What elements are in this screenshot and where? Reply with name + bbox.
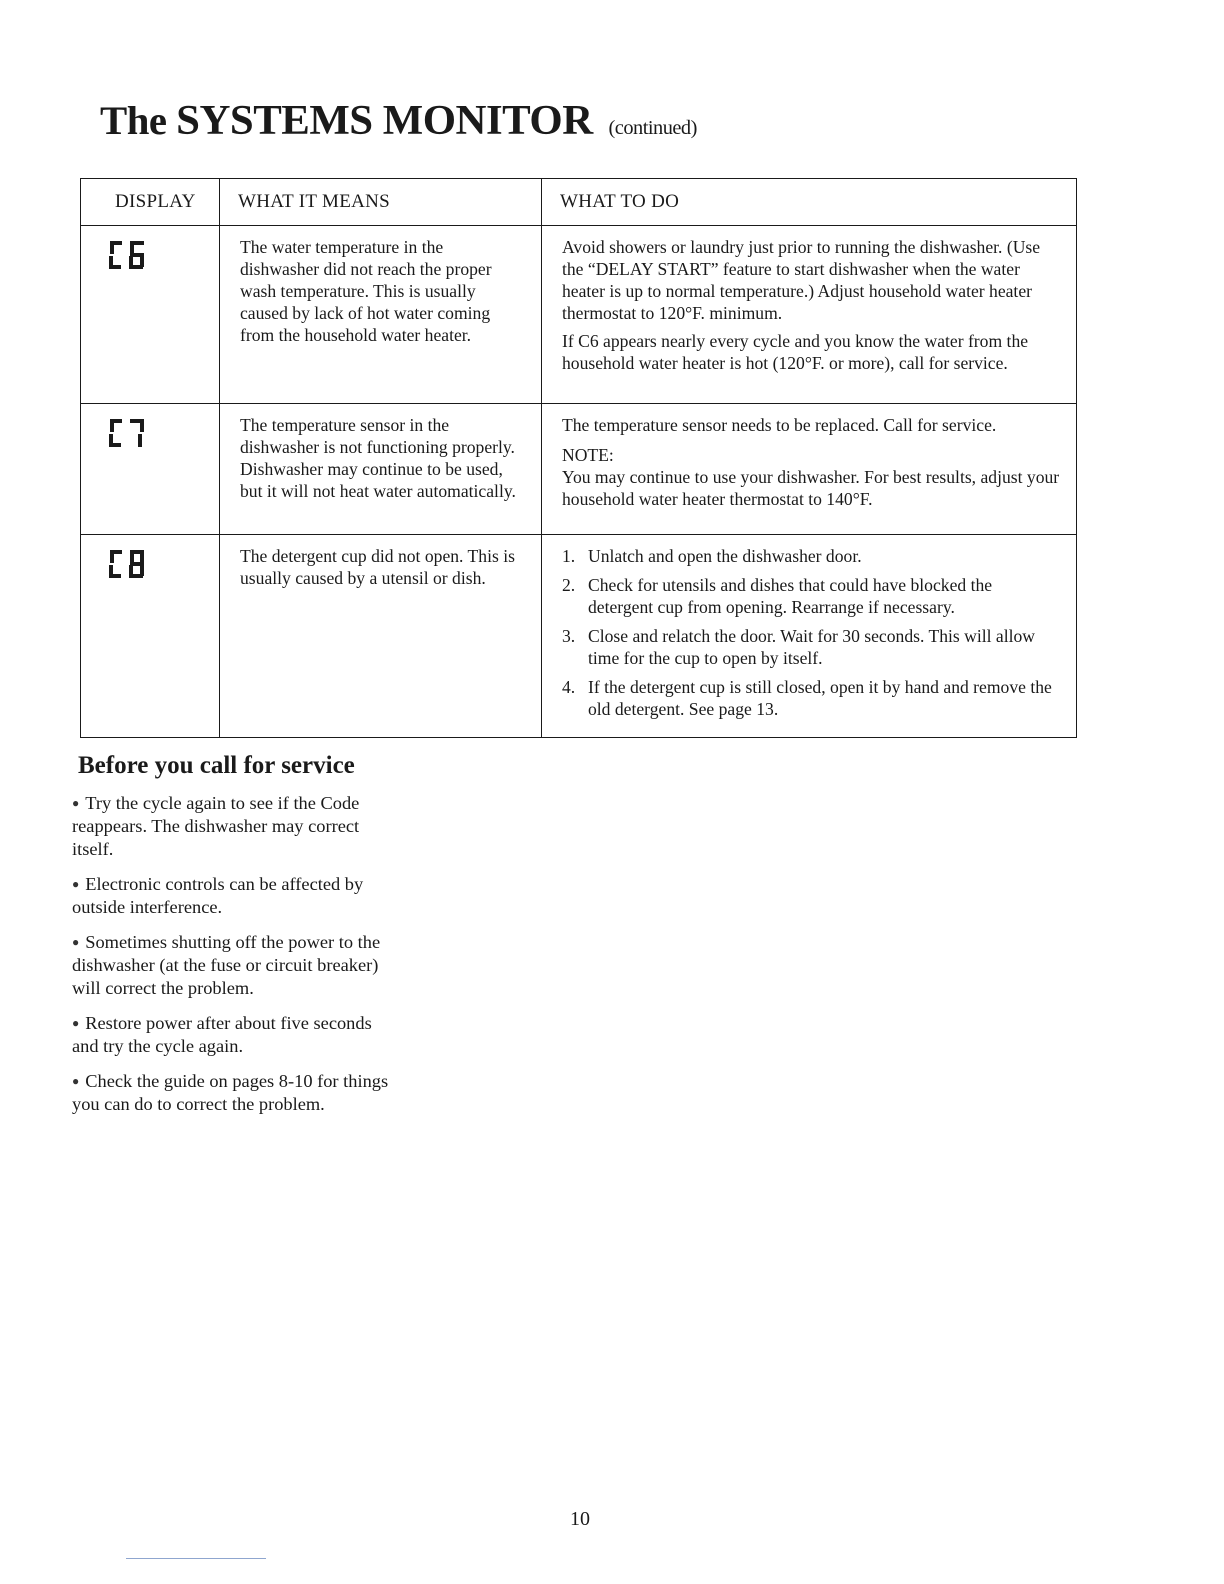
todo-text: If C6 appears nearly every cycle and you know the water from the household water heater is hot (120°F. or more), call for service. [562, 331, 1029, 373]
table-header-row [81, 179, 1077, 226]
tip-text: Restore power after about five seconds and try the cycle again. [72, 1013, 372, 1056]
display-cell [81, 535, 220, 738]
segment-display-c7-icon [109, 416, 147, 450]
step-list [562, 545, 1060, 720]
tip-text: Check the guide on pages 8-10 for things you can do to correct the problem. [72, 1071, 389, 1114]
means-text: The temperature sensor in the dishwasher is not functioning properly. Dishwasher may continue to be used, but it will not heat water automatically. [240, 415, 516, 501]
step-number: 1. [562, 546, 576, 566]
page-number: 10 [570, 1508, 590, 1530]
service-tips [72, 792, 392, 1128]
todo-text: The temperature sensor needs to be replaced. Call for service. [562, 415, 997, 435]
segment-display-c6-icon [109, 238, 147, 272]
means-cell [220, 535, 542, 738]
step-text: Unlatch and open the dishwasher door. [588, 546, 862, 566]
bullet-icon: ● [72, 1074, 80, 1088]
note-label: NOTE: [562, 445, 614, 465]
list-item [72, 1012, 392, 1058]
table-row [81, 226, 1077, 404]
step-text: Check for utensils and dishes that could have blocked the detergent cup from opening. Rearrange if necessary. [588, 575, 993, 617]
list-item [562, 625, 1060, 669]
display-cell [81, 226, 220, 404]
means-text: The water temperature in the dishwasher did not reach the proper wash temperature. This is usually caused by lack of hot water coming from the household water heater. [240, 237, 492, 345]
list-item [562, 545, 1060, 567]
bullet-icon: ● [72, 935, 80, 949]
table-row [81, 535, 1077, 738]
header-display: DISPLAY [81, 179, 220, 226]
service-heading: Before you call for service [78, 752, 355, 779]
title-prefix: The [100, 98, 167, 143]
list-item [72, 792, 392, 861]
means-cell [220, 404, 542, 535]
list-item [72, 1070, 392, 1116]
display-cell [81, 404, 220, 535]
tip-text: Sometimes shutting off the power to the dishwasher (at the fuse or circuit breaker) will correct the problem. [72, 932, 381, 998]
bullet-icon: ● [72, 877, 80, 891]
segment-display-c8-icon [109, 547, 147, 581]
list-item [72, 931, 392, 1000]
title-suffix: (continued) [608, 117, 697, 139]
header-what-to-do: WHAT TO DO [542, 179, 1077, 226]
step-number: 3. [562, 626, 576, 646]
means-text: The detergent cup did not open. This is usually caused by a utensil or dish. [240, 546, 515, 588]
todo-cell [542, 404, 1077, 535]
header-what-it-means: WHAT IT MEANS [220, 179, 542, 226]
systems-monitor-table [80, 178, 1077, 738]
todo-text: Avoid showers or laundry just prior to running the dishwasher. (Use the “DELAY START” feature to start dishwasher when the water heater is up to normal temperature.) Adjust household water heater thermostat to 120°F. minimum. [562, 237, 1041, 323]
list-item [562, 676, 1060, 720]
list-item [72, 873, 392, 919]
means-cell [220, 226, 542, 404]
table-row [81, 404, 1077, 535]
tip-text: Electronic controls can be affected by outside interference. [72, 874, 364, 917]
step-number: 2. [562, 575, 576, 595]
step-number: 4. [562, 677, 576, 697]
step-text: If the detergent cup is still closed, open it by hand and remove the old detergent. See page 13. [588, 677, 1052, 719]
bullet-icon: ● [72, 1016, 80, 1030]
note-text: You may continue to use your dishwasher. For best results, adjust your household water heater thermostat to 140°F. [562, 467, 1060, 509]
tip-text: Try the cycle again to see if the Code reappears. The dishwasher may correct itself. [72, 793, 360, 859]
todo-cell [542, 226, 1077, 404]
title-main: SYSTEMS MONITOR [176, 98, 593, 144]
page-title [100, 100, 697, 142]
bullet-icon: ● [72, 796, 80, 810]
footer-rule [126, 1558, 266, 1559]
list-item [562, 574, 1060, 618]
step-text: Close and relatch the door. Wait for 30 seconds. This will allow time for the cup to open by itself. [588, 626, 1035, 668]
todo-cell [542, 535, 1077, 738]
